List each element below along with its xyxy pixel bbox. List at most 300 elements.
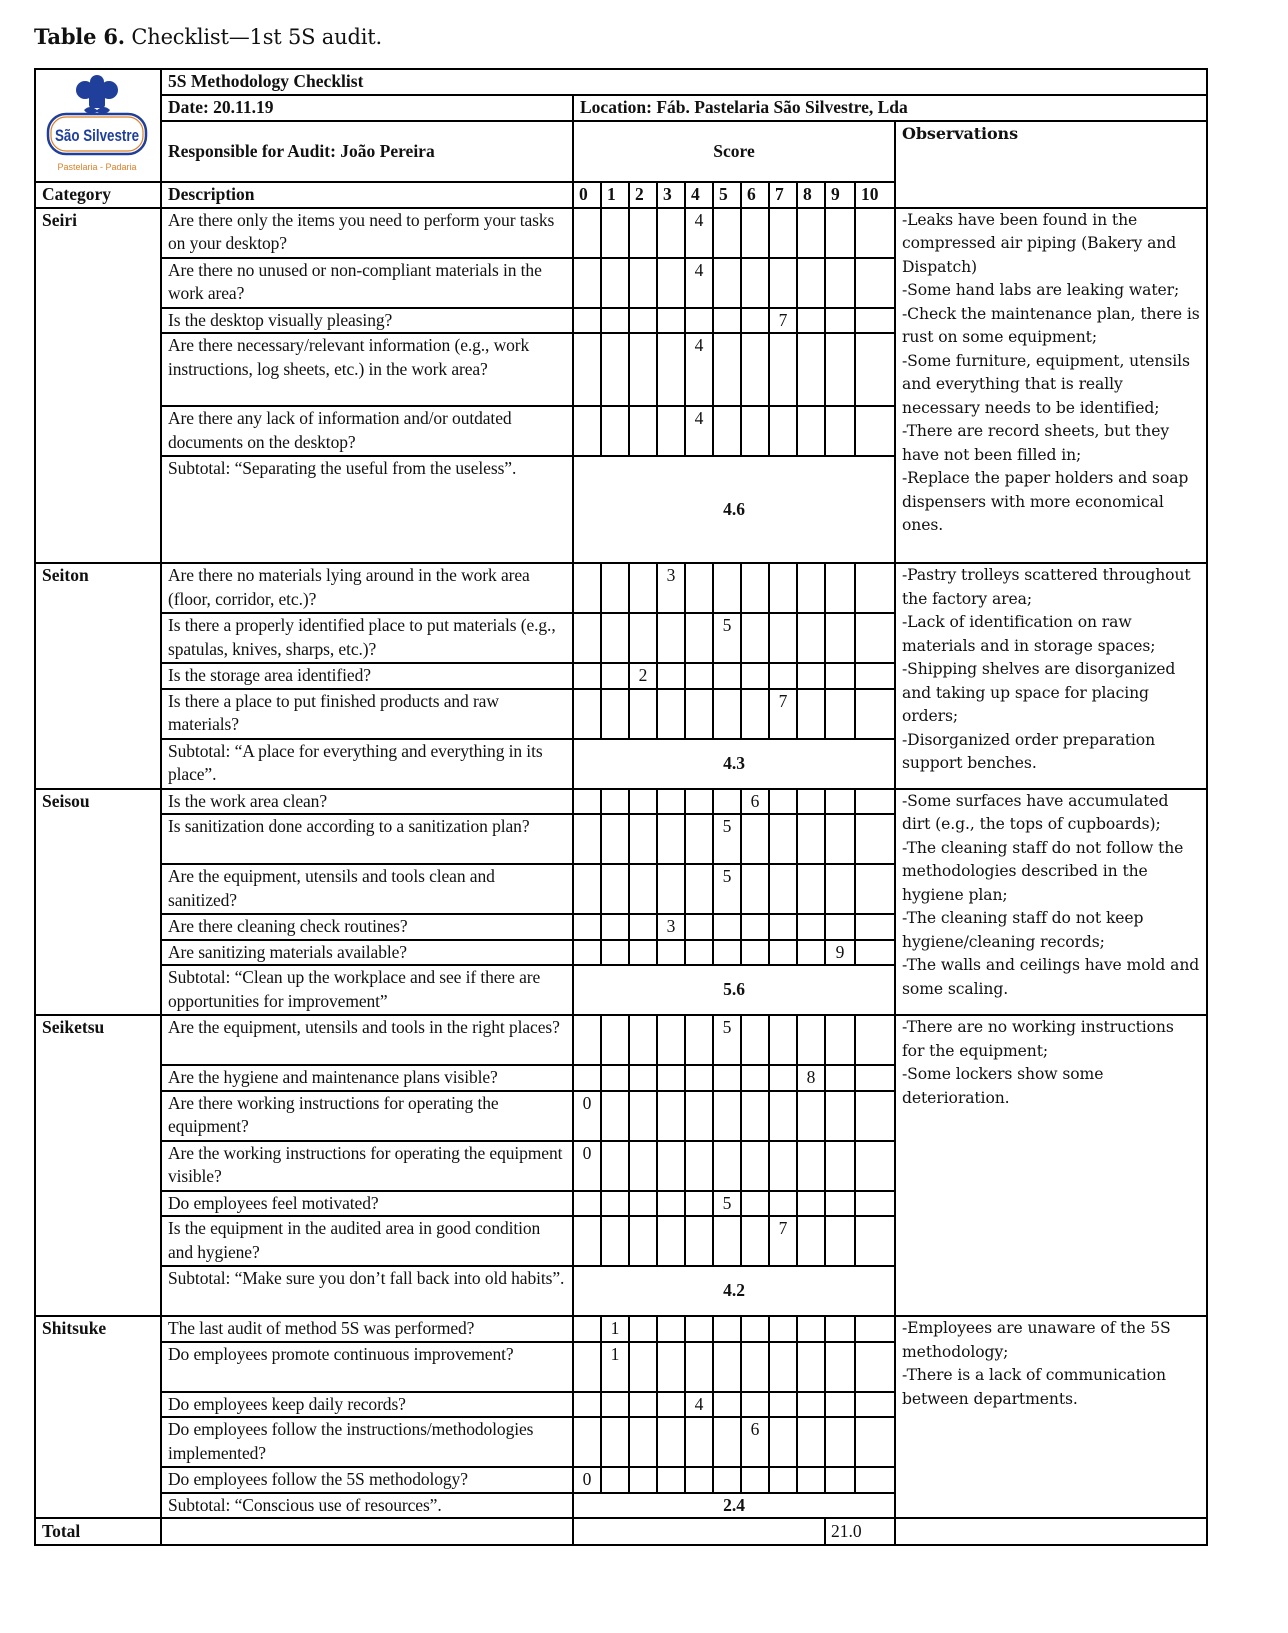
score-cell: [573, 864, 601, 914]
total-value: 21.0: [825, 1518, 895, 1545]
score-cell: [657, 1216, 685, 1266]
score-cell: [601, 789, 629, 815]
score-cell: [629, 689, 657, 739]
question-description: Are there cleaning check routines?: [161, 914, 573, 940]
score-cell: [769, 864, 797, 914]
table-row: [35, 563, 1207, 613]
score-cell: [741, 208, 769, 258]
score-cell: [713, 208, 741, 258]
score-cell: [657, 613, 685, 663]
score-cell: [685, 689, 713, 739]
category-cell: Seiton: [35, 563, 161, 789]
score-cell: [769, 1091, 797, 1141]
score-cell: [825, 1065, 855, 1091]
score-cell: [629, 1342, 657, 1392]
score-cell: [741, 864, 769, 914]
score-cell: [685, 1141, 713, 1191]
score-cell: [713, 663, 741, 689]
question-description: Are there any lack of information and/or outdated documents on the desktop?: [161, 406, 573, 456]
score-cell: [713, 1392, 741, 1418]
score-cell: [601, 208, 629, 258]
score-mark: 5: [713, 864, 741, 914]
question-description: Do employees follow the 5S methodology?: [161, 1467, 573, 1493]
score-cell: [825, 1392, 855, 1418]
score-cell: [741, 406, 769, 456]
score-cell: [797, 1015, 825, 1065]
score-cell: [825, 406, 855, 456]
score-column-header: 10: [855, 182, 895, 208]
score-cell: [797, 864, 825, 914]
score-cell: [855, 1191, 895, 1217]
score-cell: [741, 563, 769, 613]
score-cell: [713, 1216, 741, 1266]
score-cell: [741, 333, 769, 406]
score-cell: [685, 563, 713, 613]
score-cell: [713, 914, 741, 940]
score-cell: [685, 940, 713, 966]
score-cell: [797, 1216, 825, 1266]
score-cell: [657, 258, 685, 308]
score-cell: [797, 1141, 825, 1191]
question-description: Is the desktop visually pleasing?: [161, 308, 573, 334]
total-label: Total: [35, 1518, 161, 1545]
question-description: Do employees promote continuous improvement?: [161, 1342, 573, 1392]
question-description: Do employees feel motivated?: [161, 1191, 573, 1217]
score-cell: [601, 940, 629, 966]
question-description: Are sanitizing materials available?: [161, 940, 573, 966]
score-cell: [629, 1316, 657, 1342]
score-cell: [769, 1015, 797, 1065]
score-cell: [657, 1065, 685, 1091]
score-cell: [855, 1467, 895, 1493]
score-cell: [573, 689, 601, 739]
subtotal-value: 2.4: [573, 1493, 895, 1519]
question-description: Are there only the items you need to perform your tasks on your desktop?: [161, 208, 573, 258]
score-mark: 4: [685, 258, 713, 308]
score-cell: [685, 1417, 713, 1467]
score-cell: [573, 308, 601, 334]
score-cell: [573, 1342, 601, 1392]
score-cell: [713, 1316, 741, 1342]
caption-text: Checklist—1st 5S audit.: [131, 25, 382, 49]
category-cell: Seiri: [35, 208, 161, 564]
score-cell: [855, 1091, 895, 1141]
score-cell: [657, 689, 685, 739]
score-cell: [657, 208, 685, 258]
score-mark: 4: [685, 1392, 713, 1418]
table-row: [35, 208, 1207, 258]
total-observations-empty: [895, 1518, 1207, 1545]
question-description: Is there a place to put finished products and raw materials?: [161, 689, 573, 739]
score-cell: [573, 940, 601, 966]
score-cell: [573, 1316, 601, 1342]
score-cell: [685, 1467, 713, 1493]
score-cell: [657, 940, 685, 966]
score-cell: [713, 1342, 741, 1392]
score-cell: [855, 814, 895, 864]
category-cell: Seisou: [35, 789, 161, 1016]
logo-tagline: Pastelaria - Padaria: [57, 162, 137, 172]
score-cell: [797, 940, 825, 966]
score-cell: [685, 1216, 713, 1266]
subtotal-label: Subtotal: “Make sure you don’t fall back into old habits”.: [161, 1266, 573, 1316]
question-description: Are there necessary/relevant information (e.g., work instructions, log sheets, etc.) in the work area?: [161, 333, 573, 406]
score-cell: [657, 308, 685, 334]
chef-hat-icon: [76, 75, 118, 108]
score-cell: [741, 308, 769, 334]
score-cell: [685, 1065, 713, 1091]
question-description: Is there a properly identified place to put materials (e.g., spatulas, knives, sharps, etc.)?: [161, 613, 573, 663]
category-header: Category: [35, 182, 161, 208]
score-cell: [629, 1091, 657, 1141]
score-cell: [685, 1316, 713, 1342]
score-cell: [769, 1191, 797, 1217]
score-cell: [685, 789, 713, 815]
question-description: Do employees follow the instructions/methodologies implemented?: [161, 1417, 573, 1467]
score-cell: [825, 864, 855, 914]
score-cell: [855, 1342, 895, 1392]
score-cell: [769, 406, 797, 456]
score-mark: 3: [657, 563, 685, 613]
score-cell: [797, 1342, 825, 1392]
score-cell: [601, 914, 629, 940]
score-cell: [855, 789, 895, 815]
score-cell: [741, 689, 769, 739]
score-cell: [657, 1392, 685, 1418]
score-cell: [855, 1392, 895, 1418]
observations-cell: -Employees are unaware of the 5S methodology; -There is a lack of communication between departments.: [895, 1316, 1207, 1518]
score-cell: [601, 864, 629, 914]
score-cell: [629, 864, 657, 914]
category-cell: Shitsuke: [35, 1316, 161, 1518]
subtotal-label: Subtotal: “Conscious use of resources”.: [161, 1493, 573, 1519]
score-cell: [713, 1065, 741, 1091]
score-mark: 8: [797, 1065, 825, 1091]
subtotal-label: Subtotal: “Separating the useful from the useless”.: [161, 456, 573, 563]
score-cell: [769, 1467, 797, 1493]
score-cell: [855, 1316, 895, 1342]
score-cell: [797, 563, 825, 613]
score-cell: [855, 208, 895, 258]
score-cell: [797, 258, 825, 308]
score-cell: [573, 1417, 601, 1467]
score-cell: [797, 1467, 825, 1493]
score-cell: [601, 1091, 629, 1141]
score-cell: [797, 789, 825, 815]
score-column-header: 4: [685, 182, 713, 208]
score-cell: [855, 258, 895, 308]
score-cell: [797, 333, 825, 406]
score-cell: [573, 1392, 601, 1418]
score-mark: 0: [573, 1091, 601, 1141]
score-cell: [657, 1191, 685, 1217]
score-cell: [657, 814, 685, 864]
score-cell: [769, 1316, 797, 1342]
score-cell: [769, 1065, 797, 1091]
score-cell: [657, 1467, 685, 1493]
score-cell: [741, 1141, 769, 1191]
score-cell: [713, 308, 741, 334]
score-cell: [601, 1065, 629, 1091]
question-description: Are there working instructions for operating the equipment?: [161, 1091, 573, 1141]
subtotal-value: 4.6: [573, 456, 895, 563]
score-cell: [629, 789, 657, 815]
score-cell: [855, 914, 895, 940]
score-cell: [825, 789, 855, 815]
score-cell: [573, 563, 601, 613]
score-cell: [741, 1091, 769, 1141]
caption-label: Table 6.: [34, 24, 125, 49]
score-cell: [601, 1392, 629, 1418]
score-mark: 3: [657, 914, 685, 940]
score-cell: [855, 1417, 895, 1467]
score-cell: [685, 613, 713, 663]
score-mark: 6: [741, 789, 769, 815]
score-cell: [713, 1141, 741, 1191]
audit-location: Location: Fáb. Pastelaria São Silvestre, Lda: [573, 95, 1207, 121]
score-cell: [825, 1342, 855, 1392]
question-description: Do employees keep daily records?: [161, 1392, 573, 1418]
score-cell: [713, 1417, 741, 1467]
score-cell: [629, 1467, 657, 1493]
score-cell: [825, 563, 855, 613]
score-cell: [855, 308, 895, 334]
score-cell: [713, 940, 741, 966]
score-cell: [741, 613, 769, 663]
score-cell: [657, 864, 685, 914]
observations-cell: -Pastry trolleys scattered throughout the factory area; -Lack of identification on raw materials and in storage spaces; -Shipping shelves are disorganized and taking up space for placing orders; -Disorganized order preparation support benches.: [895, 563, 1207, 789]
score-cell: [855, 689, 895, 739]
total-description-empty: [161, 1518, 573, 1545]
score-cell: [573, 1015, 601, 1065]
score-mark: 7: [769, 1216, 797, 1266]
score-cell: [741, 1342, 769, 1392]
score-cell: [657, 1417, 685, 1467]
score-cell: [825, 258, 855, 308]
score-cell: [685, 308, 713, 334]
score-cell: [741, 1065, 769, 1091]
score-cell: [825, 333, 855, 406]
score-cell: [629, 1392, 657, 1418]
score-cell: [685, 1191, 713, 1217]
score-cell: [713, 406, 741, 456]
score-mark: 1: [601, 1342, 629, 1392]
question-description: Is the equipment in the audited area in good condition and hygiene?: [161, 1216, 573, 1266]
score-cell: [769, 1342, 797, 1392]
score-cell: [825, 1191, 855, 1217]
score-cell: [573, 789, 601, 815]
score-column-header: 6: [741, 182, 769, 208]
audit-date: Date: 20.11.19: [161, 95, 573, 121]
score-cell: [741, 940, 769, 966]
score-cell: [657, 789, 685, 815]
score-cell: [685, 914, 713, 940]
score-cell: [825, 1091, 855, 1141]
score-cell: [601, 613, 629, 663]
score-mark: 5: [713, 1015, 741, 1065]
score-cell: [601, 308, 629, 334]
score-cell: [797, 308, 825, 334]
score-cell: [601, 333, 629, 406]
subtotal-value: 4.3: [573, 739, 895, 789]
score-cell: [601, 258, 629, 308]
score-cell: [797, 1091, 825, 1141]
score-cell: [601, 1015, 629, 1065]
score-cell: [741, 1467, 769, 1493]
score-cell: [573, 258, 601, 308]
score-cell: [825, 1141, 855, 1191]
score-column-header: 1: [601, 182, 629, 208]
category-cell: Seiketsu: [35, 1015, 161, 1316]
question-description: Is sanitization done according to a sanitization plan?: [161, 814, 573, 864]
question-description: The last audit of method 5S was performed?: [161, 1316, 573, 1342]
score-cell: [855, 563, 895, 613]
score-cell: [573, 663, 601, 689]
score-mark: 5: [713, 1191, 741, 1217]
score-cell: [797, 914, 825, 940]
score-mark: 4: [685, 208, 713, 258]
score-cell: [685, 1342, 713, 1392]
score-cell: [769, 208, 797, 258]
total-row: [35, 1518, 1207, 1545]
score-mark: 2: [629, 663, 657, 689]
score-cell: [741, 1216, 769, 1266]
observations-header: Observations: [895, 121, 1207, 208]
score-cell: [797, 208, 825, 258]
subtotal-label: Subtotal: “Clean up the workplace and see if there are opportunities for improvement”: [161, 965, 573, 1015]
question-description: Are the equipment, utensils and tools in the right places?: [161, 1015, 573, 1065]
score-cell: [855, 333, 895, 406]
logo-name: São Silvestre: [55, 126, 139, 145]
score-cell: [855, 1216, 895, 1266]
score-cell: [601, 1191, 629, 1217]
score-cell: [797, 689, 825, 739]
score-cell: [601, 1141, 629, 1191]
score-cell: [601, 406, 629, 456]
score-cell: [741, 1392, 769, 1418]
score-cell: [629, 1216, 657, 1266]
score-cell: [629, 308, 657, 334]
score-cell: [713, 258, 741, 308]
score-cell: [797, 1392, 825, 1418]
score-cell: [769, 563, 797, 613]
score-cell: [685, 814, 713, 864]
score-cell: [797, 1191, 825, 1217]
score-column-header: 7: [769, 182, 797, 208]
score-cell: [573, 914, 601, 940]
score-cell: [573, 1065, 601, 1091]
score-cell: [629, 814, 657, 864]
score-cell: [629, 613, 657, 663]
sao-silvestre-logo: [36, 70, 158, 174]
score-cell: [825, 1417, 855, 1467]
score-cell: [797, 613, 825, 663]
score-column-header: 3: [657, 182, 685, 208]
observations-cell: -Leaks have been found in the compressed air piping (Bakery and Dispatch) -Some hand labs are leaking water; -Check the maintenance plan, there is rust on some equipment; -Some furniture, equipment, utensils and everything that is really necessary needs to be identified; -There are record sheets, but they have not been filled in; -Replace the paper holders and soap dispensers with more economical ones.: [895, 208, 1207, 564]
table-row: [35, 1015, 1207, 1065]
question-description: Are the hygiene and maintenance plans visible?: [161, 1065, 573, 1091]
score-mark: 0: [573, 1141, 601, 1191]
score-cell: [629, 1191, 657, 1217]
score-mark: 9: [825, 940, 855, 966]
score-cell: [601, 689, 629, 739]
checklist-table: [34, 68, 1208, 1546]
score-cell: [825, 1467, 855, 1493]
score-header: Score: [573, 121, 895, 182]
table-row: [35, 789, 1207, 815]
score-cell: [601, 1417, 629, 1467]
score-cell: [769, 1417, 797, 1467]
score-cell: [769, 1392, 797, 1418]
score-cell: [573, 1191, 601, 1217]
score-cell: [713, 789, 741, 815]
score-cell: [855, 1141, 895, 1191]
score-mark: 0: [573, 1467, 601, 1493]
question-description: Are the equipment, utensils and tools clean and sanitized?: [161, 864, 573, 914]
score-cell: [657, 333, 685, 406]
score-cell: [769, 789, 797, 815]
score-cell: [629, 208, 657, 258]
score-cell: [741, 1191, 769, 1217]
score-mark: 6: [741, 1417, 769, 1467]
score-cell: [657, 1091, 685, 1141]
score-cell: [713, 1091, 741, 1141]
score-cell: [629, 333, 657, 406]
score-cell: [855, 613, 895, 663]
score-cell: [797, 406, 825, 456]
score-mark: 4: [685, 406, 713, 456]
subtotal-label: Subtotal: “A place for everything and everything in its place”.: [161, 739, 573, 789]
score-cell: [573, 613, 601, 663]
score-cell: [657, 1141, 685, 1191]
score-cell: [825, 663, 855, 689]
score-cell: [629, 563, 657, 613]
question-description: Are there no unused or non-compliant materials in the work area?: [161, 258, 573, 308]
score-cell: [769, 940, 797, 966]
score-cell: [825, 308, 855, 334]
score-cell: [629, 1065, 657, 1091]
score-cell: [769, 663, 797, 689]
score-cell: [685, 864, 713, 914]
score-cell: [825, 689, 855, 739]
score-cell: [825, 208, 855, 258]
question-description: Is the storage area identified?: [161, 663, 573, 689]
score-cell: [825, 914, 855, 940]
score-cell: [797, 1417, 825, 1467]
score-cell: [855, 663, 895, 689]
table-caption: [34, 24, 382, 49]
subtotal-value: 5.6: [573, 965, 895, 1015]
observations-cell: -Some surfaces have accumulated dirt (e.g., the tops of cupboards); -The cleaning staff do not follow the methodologies described in the hygiene plan; -The cleaning staff do not keep hygiene/cleaning records; -The walls and ceilings have mold and some scaling.: [895, 789, 1207, 1016]
score-cell: [769, 1141, 797, 1191]
checklist-title: 5S Methodology Checklist: [161, 69, 1207, 95]
score-cell: [657, 406, 685, 456]
description-header: Description: [161, 182, 573, 208]
question-description: Are there no materials lying around in the work area (floor, corridor, etc.)?: [161, 563, 573, 613]
score-cell: [741, 914, 769, 940]
score-cell: [685, 1091, 713, 1141]
score-cell: [769, 333, 797, 406]
score-cell: [855, 1065, 895, 1091]
score-cell: [657, 1316, 685, 1342]
score-cell: [601, 1216, 629, 1266]
score-mark: 5: [713, 613, 741, 663]
score-cell: [713, 333, 741, 406]
score-cell: [573, 208, 601, 258]
score-cell: [657, 663, 685, 689]
score-cell: [629, 1417, 657, 1467]
score-cell: [769, 814, 797, 864]
